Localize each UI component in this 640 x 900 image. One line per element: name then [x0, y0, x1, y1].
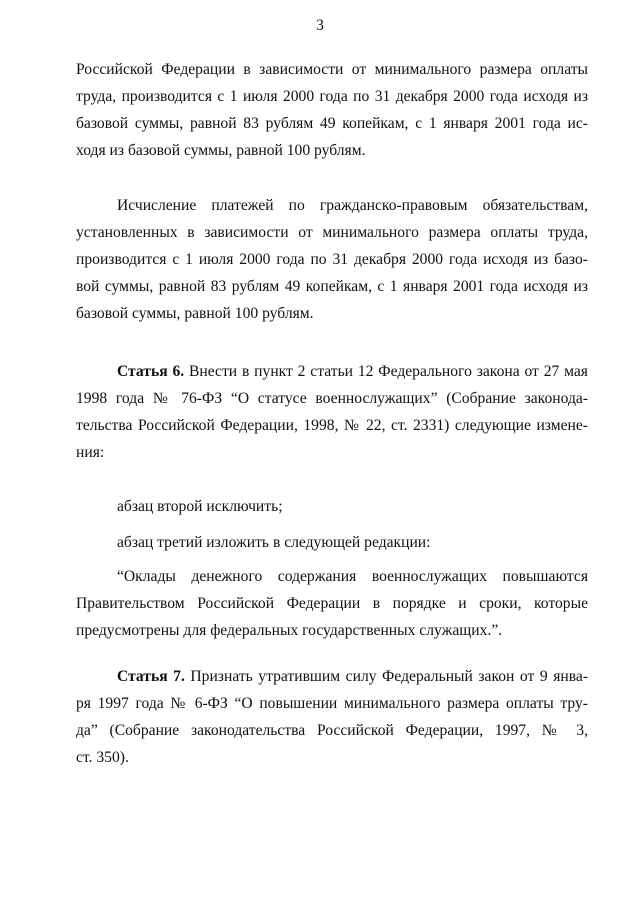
- paragraph-line: базовой суммы, равной 83 рублям 49 копейкам, с 1 января 2001 года ис-: [76, 115, 588, 132]
- article-7-text: Признать утратившим силу Федеральный закон от 9 янва-: [184, 668, 588, 685]
- quoted-wording: [76, 563, 588, 644]
- paragraph-new-wording: [76, 529, 588, 556]
- paragraph-line: ря 1997 года № 6-ФЗ “О повышении минимального размера оплаты тру-: [76, 695, 588, 712]
- article-7-heading: Статья 7.: [117, 668, 185, 685]
- paragraph-line: “Оклады денежного содержания военнослужащих повышаются: [117, 568, 588, 585]
- paragraph-line: производится с 1 июля 2000 года по 31 декабря 2000 года исходя из базо-: [76, 251, 588, 268]
- paragraph-line: Правительством Российской Федерации в порядке и сроки, которые: [76, 595, 588, 612]
- article-6: [76, 358, 588, 466]
- paragraph-line: вой суммы, равной 83 рублям 49 копейкам, с 1 января 2001 года исходя из: [76, 278, 588, 295]
- page-number: 3: [316, 17, 324, 34]
- article-7: [76, 663, 588, 771]
- paragraph-line: установленных в зависимости от минимального размера оплаты труда,: [76, 224, 588, 241]
- paragraph-remove-abzac: [76, 493, 588, 520]
- paragraph-line: Российской Федерации в зависимости от минимального размера оплаты: [76, 61, 588, 78]
- paragraph-line: ходя из базовой суммы, равной 100 рублям.: [76, 142, 366, 159]
- paragraph-continuation: [76, 56, 588, 164]
- paragraph-line: 1998 года № 76-ФЗ “О статусе военнослужащих” (Собрание законода-: [76, 390, 588, 407]
- paragraph-line: базовой суммы, равной 100 рублям.: [76, 305, 314, 322]
- paragraph-line: абзац третий изложить в следующей редакции:: [117, 534, 431, 551]
- paragraph-line: [76, 358, 588, 385]
- paragraph-line: труда, производится с 1 июля 2000 года по 31 декабря 2000 года исходя из: [76, 88, 588, 105]
- article-6-heading: Статья 6.: [117, 363, 185, 380]
- paragraph-line: абзац второй исключить;: [117, 498, 283, 515]
- paragraph-line: ния:: [76, 444, 105, 461]
- paragraph-line: предусмотрены для федеральных государственных служащих.”.: [76, 622, 503, 639]
- paragraph-line: Исчисление платежей по гражданско-правовым обязательствам,: [117, 197, 588, 214]
- paragraph-payments: [76, 192, 588, 327]
- paragraph-line: [76, 663, 588, 690]
- article-6-text: Внести в пункт 2 статьи 12 Федерального закона от 27 мая: [184, 363, 588, 380]
- paragraph-line: да” (Собрание законодательства Российской Федерации, 1997, № 3,: [76, 722, 588, 739]
- paragraph-line: тельства Российской Федерации, 1998, № 22, ст. 2331) следующие измене-: [76, 417, 588, 434]
- paragraph-line: ст. 350).: [76, 749, 129, 766]
